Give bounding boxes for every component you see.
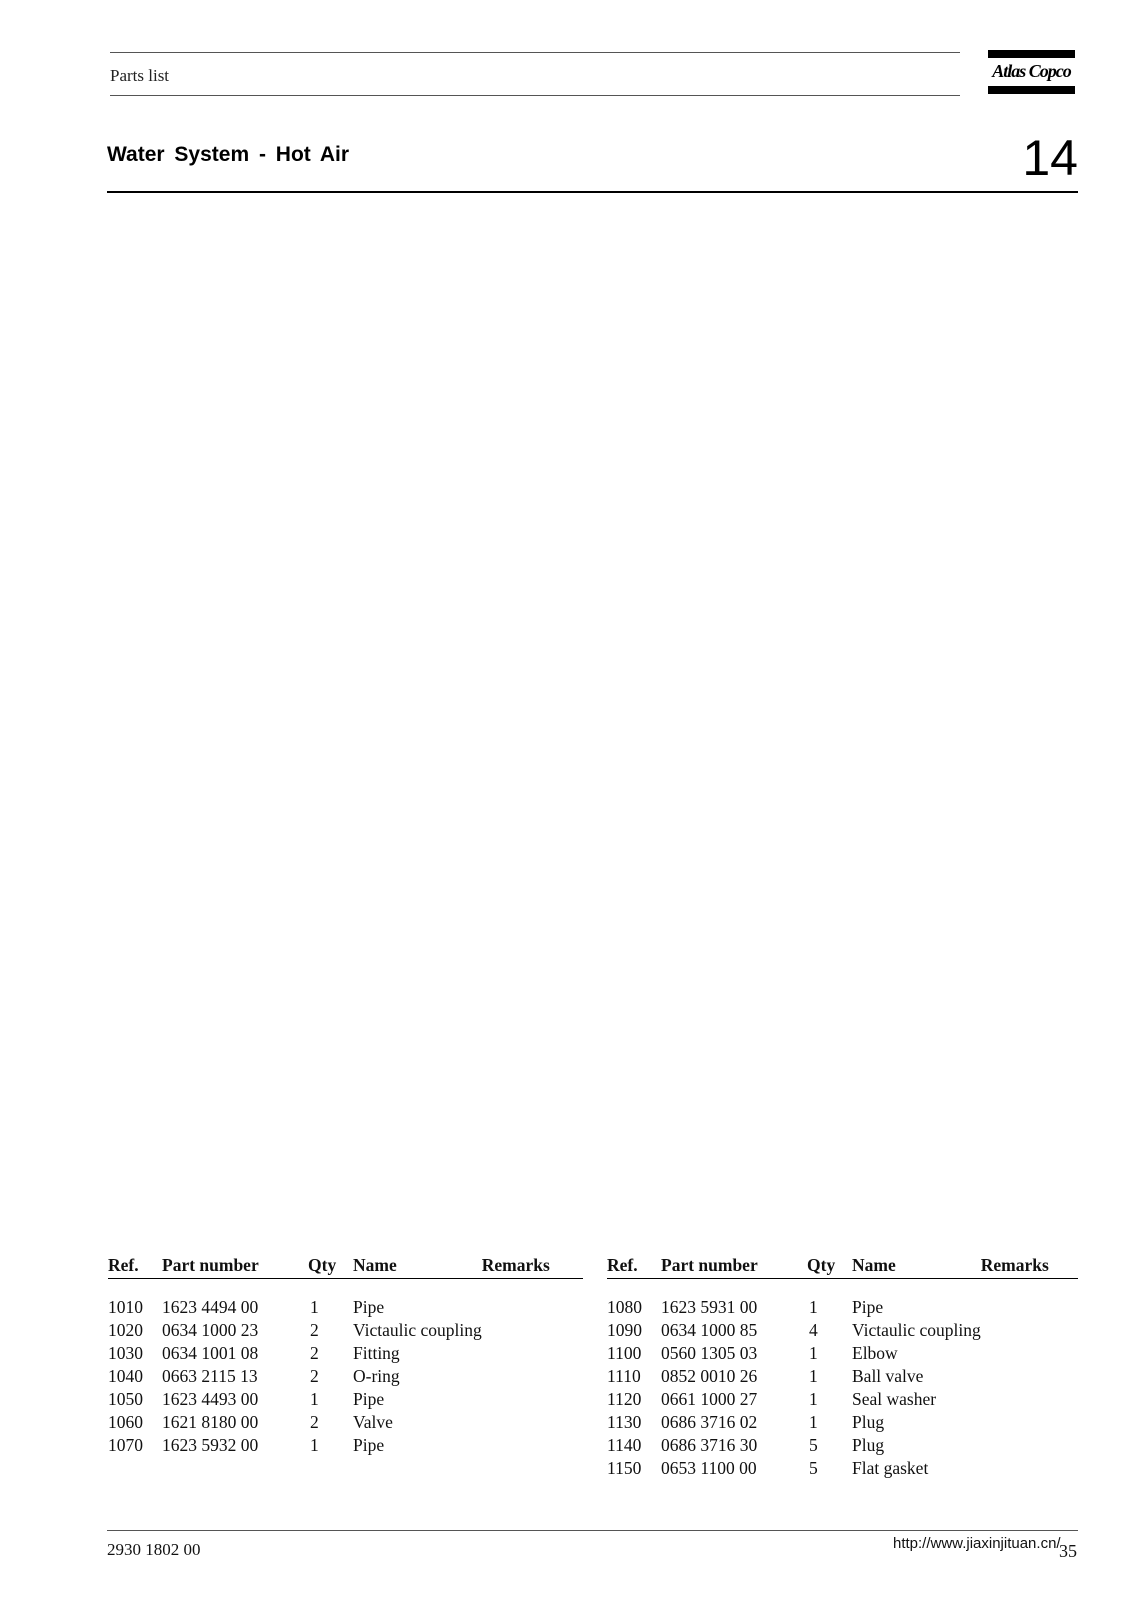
row-part-number: 1623 4494 00 bbox=[162, 1297, 259, 1317]
row-qty: 1 bbox=[310, 1389, 319, 1409]
row-ref: 1090 bbox=[607, 1320, 642, 1340]
table-header-row bbox=[108, 1255, 583, 1279]
footer-rule bbox=[107, 1530, 1078, 1531]
table-row bbox=[108, 1411, 583, 1434]
row-ref: 1110 bbox=[607, 1366, 641, 1386]
table-row bbox=[607, 1411, 1078, 1434]
row-ref: 1120 bbox=[607, 1389, 642, 1409]
header-bottom-rule bbox=[110, 95, 960, 96]
row-remarks bbox=[981, 1342, 1078, 1365]
row-name: Plug bbox=[852, 1412, 885, 1432]
header-name: Name bbox=[852, 1255, 981, 1279]
row-name: Pipe bbox=[353, 1435, 385, 1455]
atlas-copco-logo bbox=[988, 50, 1075, 94]
row-name: Fitting bbox=[353, 1343, 400, 1363]
row-part-number: 0634 1000 23 bbox=[162, 1320, 259, 1340]
row-name: Ball valve bbox=[852, 1366, 924, 1386]
row-qty: 1 bbox=[809, 1297, 818, 1317]
row-remarks bbox=[482, 1342, 583, 1365]
row-qty: 5 bbox=[809, 1458, 818, 1478]
row-qty: 2 bbox=[310, 1343, 319, 1363]
row-remarks bbox=[482, 1434, 583, 1457]
row-part-number: 0661 1000 27 bbox=[661, 1389, 758, 1409]
row-name: Victaulic coupling bbox=[353, 1320, 482, 1340]
table-row bbox=[108, 1365, 583, 1388]
row-remarks bbox=[981, 1365, 1078, 1388]
title-rule bbox=[107, 191, 1078, 193]
table-header-row bbox=[607, 1255, 1078, 1279]
row-remarks bbox=[981, 1457, 1078, 1480]
row-qty: 1 bbox=[809, 1389, 818, 1409]
row-name: Flat gasket bbox=[852, 1458, 929, 1478]
row-part-number: 0663 2115 13 bbox=[162, 1366, 258, 1386]
row-ref: 1070 bbox=[108, 1435, 143, 1455]
row-remarks bbox=[482, 1296, 583, 1319]
table-row bbox=[607, 1319, 1078, 1342]
row-remarks bbox=[981, 1411, 1078, 1434]
row-ref: 1030 bbox=[108, 1343, 143, 1363]
table-row bbox=[607, 1365, 1078, 1388]
table-row bbox=[108, 1296, 583, 1319]
row-ref: 1060 bbox=[108, 1412, 143, 1432]
parts-table-left bbox=[108, 1255, 583, 1457]
doc-number: 2930 1802 00 bbox=[107, 1540, 201, 1559]
row-name: Plug bbox=[852, 1435, 885, 1455]
header-part-number: Part number bbox=[661, 1255, 807, 1279]
row-remarks bbox=[981, 1319, 1078, 1342]
row-part-number: 0560 1305 03 bbox=[661, 1343, 758, 1363]
table-row bbox=[108, 1319, 583, 1342]
parts-table-right bbox=[607, 1255, 1078, 1480]
row-part-number: 1623 5932 00 bbox=[162, 1435, 259, 1455]
row-ref: 1140 bbox=[607, 1435, 642, 1455]
row-ref: 1150 bbox=[607, 1458, 642, 1478]
row-part-number: 0634 1001 08 bbox=[162, 1343, 259, 1363]
row-name: Valve bbox=[353, 1412, 393, 1432]
row-part-number: 1623 5931 00 bbox=[661, 1297, 758, 1317]
row-remarks bbox=[981, 1434, 1078, 1457]
row-remarks bbox=[482, 1388, 583, 1411]
header-remarks: Remarks bbox=[981, 1255, 1078, 1279]
row-remarks bbox=[482, 1319, 583, 1342]
row-qty: 2 bbox=[310, 1320, 319, 1340]
row-qty: 1 bbox=[809, 1412, 818, 1432]
row-name: Pipe bbox=[852, 1297, 884, 1317]
row-name: O-ring bbox=[353, 1366, 400, 1386]
parts-right-body bbox=[607, 1279, 1078, 1481]
header-qty: Qty bbox=[308, 1255, 353, 1279]
row-name: Victaulic coupling bbox=[852, 1320, 981, 1340]
header-qty: Qty bbox=[807, 1255, 852, 1279]
row-part-number: 0686 3716 30 bbox=[661, 1435, 758, 1455]
row-part-number: 1621 8180 00 bbox=[162, 1412, 259, 1432]
section-title: Water System - Hot Air bbox=[107, 143, 349, 166]
row-ref: 1020 bbox=[108, 1320, 143, 1340]
row-ref: 1080 bbox=[607, 1297, 642, 1317]
row-name: Pipe bbox=[353, 1389, 385, 1409]
row-qty: 2 bbox=[310, 1412, 319, 1432]
footer-url-link[interactable]: http://www.jiaxinjituan.cn/ bbox=[893, 1535, 1061, 1552]
row-part-number: 0686 3716 02 bbox=[661, 1412, 758, 1432]
row-ref: 1050 bbox=[108, 1389, 143, 1409]
table-row bbox=[108, 1388, 583, 1411]
row-qty: 1 bbox=[809, 1366, 818, 1386]
logo-top-bar bbox=[988, 50, 1075, 58]
row-ref: 1130 bbox=[607, 1412, 642, 1432]
table-row bbox=[108, 1434, 583, 1457]
row-ref: 1040 bbox=[108, 1366, 143, 1386]
row-part-number: 0653 1100 00 bbox=[661, 1458, 757, 1478]
row-qty: 1 bbox=[809, 1343, 818, 1363]
header-ref: Ref. bbox=[607, 1255, 661, 1279]
header-remarks: Remarks bbox=[482, 1255, 583, 1279]
table-row bbox=[607, 1388, 1078, 1411]
table-row bbox=[607, 1342, 1078, 1365]
row-qty: 1 bbox=[310, 1297, 319, 1317]
row-qty: 4 bbox=[809, 1320, 818, 1340]
row-qty: 1 bbox=[310, 1435, 319, 1455]
parts-left-body bbox=[108, 1279, 583, 1458]
header-label: Parts list bbox=[110, 66, 170, 85]
row-remarks bbox=[482, 1365, 583, 1388]
logo-bottom-bar bbox=[988, 86, 1075, 94]
header-part-number: Part number bbox=[162, 1255, 308, 1279]
header-top-rule bbox=[110, 52, 960, 53]
table-row bbox=[607, 1296, 1078, 1319]
row-ref: 1100 bbox=[607, 1343, 642, 1363]
logo-text: Atlas Copco bbox=[992, 61, 1071, 81]
row-name: Pipe bbox=[353, 1297, 385, 1317]
page-number: 35 bbox=[1059, 1541, 1077, 1561]
header-ref: Ref. bbox=[108, 1255, 162, 1279]
row-remarks bbox=[981, 1296, 1078, 1319]
row-name: Elbow bbox=[852, 1343, 898, 1363]
table-row bbox=[607, 1457, 1078, 1480]
row-part-number: 0634 1000 85 bbox=[661, 1320, 758, 1340]
header-name: Name bbox=[353, 1255, 482, 1279]
row-ref: 1010 bbox=[108, 1297, 143, 1317]
table-row bbox=[607, 1434, 1078, 1457]
row-remarks bbox=[482, 1411, 583, 1434]
row-name: Seal washer bbox=[852, 1389, 937, 1409]
row-part-number: 0852 0010 26 bbox=[661, 1366, 758, 1386]
row-part-number: 1623 4493 00 bbox=[162, 1389, 259, 1409]
table-row bbox=[108, 1342, 583, 1365]
row-qty: 2 bbox=[310, 1366, 319, 1386]
row-remarks bbox=[981, 1388, 1078, 1411]
section-number: 14 bbox=[1022, 130, 1078, 186]
row-qty: 5 bbox=[809, 1435, 818, 1455]
